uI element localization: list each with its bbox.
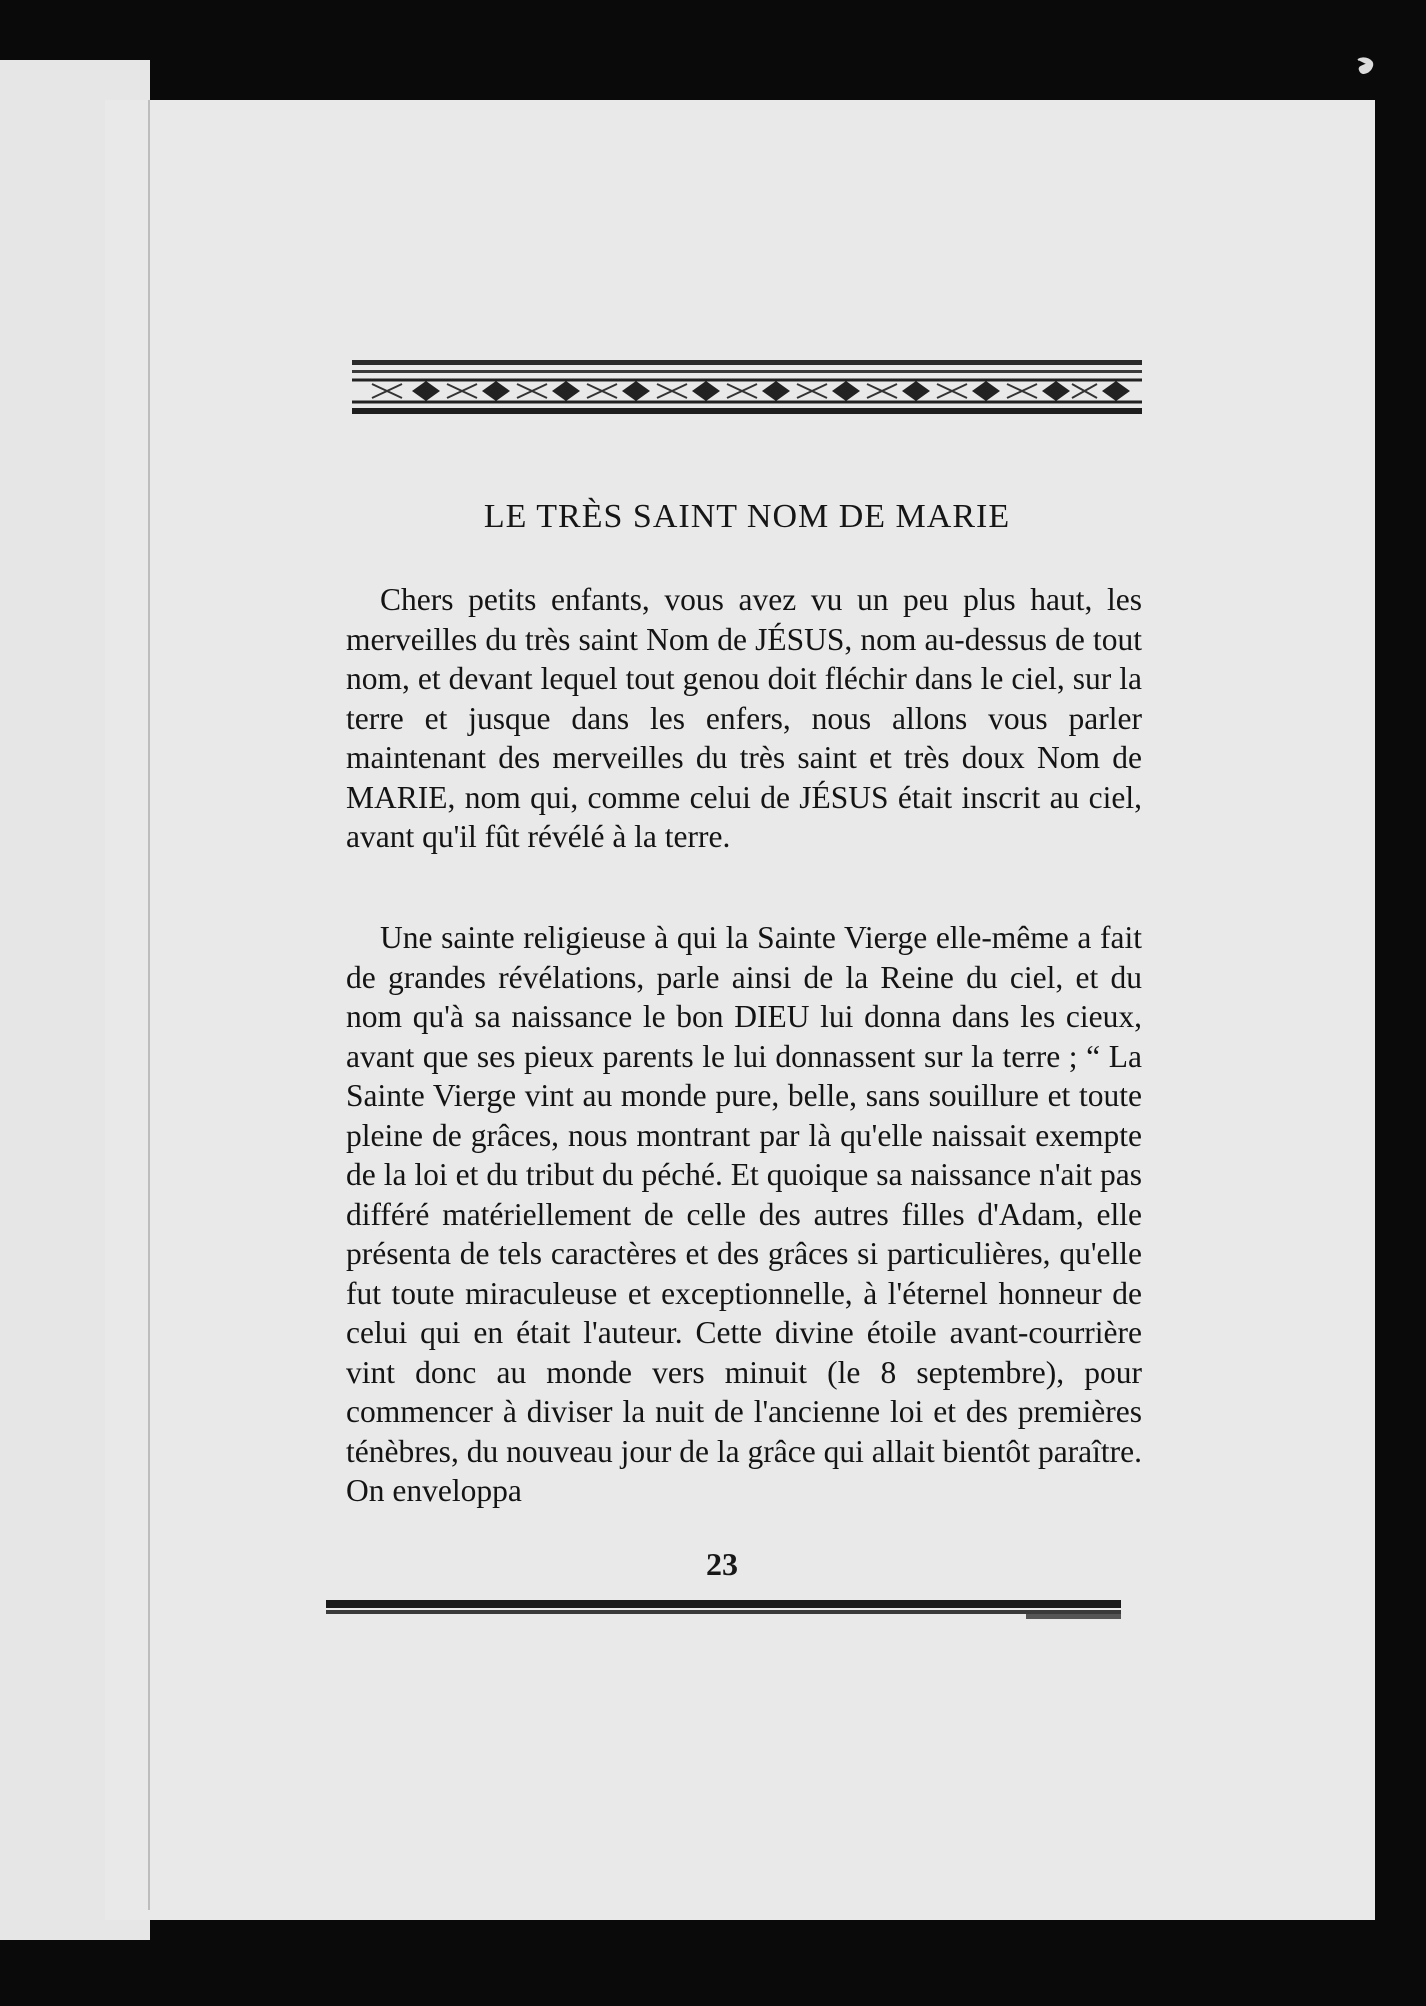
decorative-footer-rule [326, 1596, 1121, 1622]
decorative-header-ornament [352, 358, 1142, 416]
paragraph-1-text: Chers petits enfants, vous avez vu un peu plus haut, les merveilles du très saint Nom de JÉSUS, nom au-dessus de tout nom, et devant lequel tout genou doit fléchir dans le ciel, sur la terre et jusque dans les enfers, nous allons vous parler maintenant des merveilles du très saint et très doux Nom de MARIE, nom qui, comme celui de JÉSUS était inscrit au ciel, avant qu'il fût révélé à la terre. [346, 582, 1142, 854]
page-number: 23 [706, 1546, 738, 1582]
page-spine-line [148, 100, 150, 1910]
paragraph-2 [346, 918, 1142, 1511]
paragraph-1 [346, 580, 1142, 857]
chapter-title: LE TRÈS SAINT NOM DE MARIE [483, 498, 1011, 535]
corner-blot-mark [1354, 56, 1376, 78]
paragraph-2-text: Une sainte religieuse à qui la Sainte Vierge elle-même a fait de grandes révélations, parle ainsi de la Reine du ciel, et du nom qu'à sa naissance le bon DIEU lui donna dans les cieux, avant que ses pieux parents le lui donnassent sur la terre ; “ La Sainte Vierge vint au monde pure, belle, sans souillure et toute pleine de grâces, nous montrant par là qu'elle naissait exempte de la loi et du tribut du péché. Et quoique sa naissance n'ait pas différé matériellement de celle des autres filles d'Adam, elle présenta de tels caractères et des grâces si particulières, qu'elle fut toute miraculeuse et exceptionnelle, à l'éternel honneur de celui qui en était l'auteur. Cette divine étoile avant-courrière vint donc au monde vers minuit (le 8 septembre), pour commencer à diviser la nuit de l'ancienne loi et des premières ténèbres, du nouveau jour de la grâce qui allait bientôt paraître. On enveloppa [346, 920, 1142, 1508]
